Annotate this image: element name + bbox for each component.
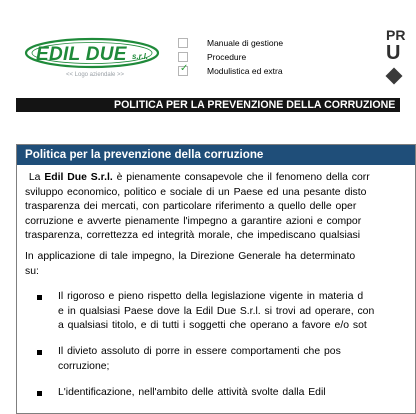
paragraph-text: è pienamente consapevole che il fenomeno della corr (112, 172, 370, 183)
checklist-label: Procedure (207, 51, 247, 62)
list-item-line: L'identificazione, nell'ambito delle attività svolte dalla Edil (58, 387, 326, 399)
logo-text: EDIL DUE (36, 44, 127, 65)
company-logo (24, 37, 161, 69)
list-item-line: a qualsiasi titolo, e di tutti i soggetti che operano a favore e/o sot (58, 320, 367, 332)
paragraph-application (17, 250, 415, 279)
bullet-icon (37, 350, 42, 355)
corner-brand-line2: U (386, 42, 401, 64)
title-band (16, 98, 400, 112)
paragraph-line: trasparenza dei mercati, con particolare riferimento a quello delle oper (25, 201, 357, 213)
list-item (17, 386, 415, 401)
list-item-line: e in qualsiasi Paese dove la Edil Due S.r.l. si trovi ad operare, con (58, 305, 375, 317)
section-heading: Politica per la prevenzione della corruzione (17, 145, 415, 165)
paragraph-line: sviluppo economico, politico e sociale di un Paese ed una pesante disto (25, 186, 367, 198)
list-item (17, 290, 415, 334)
checklist-item-procedure[interactable] (178, 50, 283, 63)
checklist-item-manuale[interactable] (178, 36, 283, 49)
list-item-line: Il divieto assoluto di porre in essere comportamenti che pos (58, 345, 341, 357)
paragraph-text: La (28, 172, 45, 183)
checkbox-icon[interactable] (178, 62, 189, 76)
document-title: POLITICA PER LA PREVENZIONE DELLA CORRUZIONE (114, 99, 396, 111)
list-item-line: Il rigoroso e pieno rispetto della legislazione vigente in materia d (58, 291, 364, 303)
list-item-line: corruzione; (58, 360, 110, 372)
checklist-label: Modulistica ed extra (207, 65, 283, 76)
checklist-item-modulistica[interactable] (178, 64, 283, 77)
checkmark-icon: ✓ (180, 62, 189, 74)
checkbox-icon[interactable] (178, 52, 188, 62)
bullet-icon (37, 295, 42, 300)
paragraph-line: su: (25, 265, 39, 277)
logo-caption: << Logo aziendale >> (65, 72, 125, 78)
checklist-label: Manuale di gestione (207, 37, 284, 48)
document-type-checklist (178, 36, 283, 78)
paragraph-line: corruzione e avverte pienamente l'impegno a garantire azioni e compor (25, 215, 362, 227)
paragraph-line (25, 171, 415, 186)
corner-brand (386, 28, 405, 63)
corner-brand-line1: PR (386, 27, 406, 43)
paragraph-line: trasparenza, correttezza ed integrità morale, che impediscano qualsiasi (25, 230, 361, 242)
bullet-icon (37, 391, 42, 396)
list-item (17, 345, 415, 374)
checkbox-icon[interactable] (178, 38, 188, 48)
company-name: Edil Due S.r.l. (44, 172, 113, 183)
paragraph-intro (17, 171, 415, 244)
paragraph-line: In applicazione di tale impegno, la Direzione Generale ha determinato (25, 250, 356, 262)
policy-section (16, 144, 416, 414)
logo-suffix: s.r.l. (132, 52, 149, 61)
diamond-icon (386, 68, 403, 85)
